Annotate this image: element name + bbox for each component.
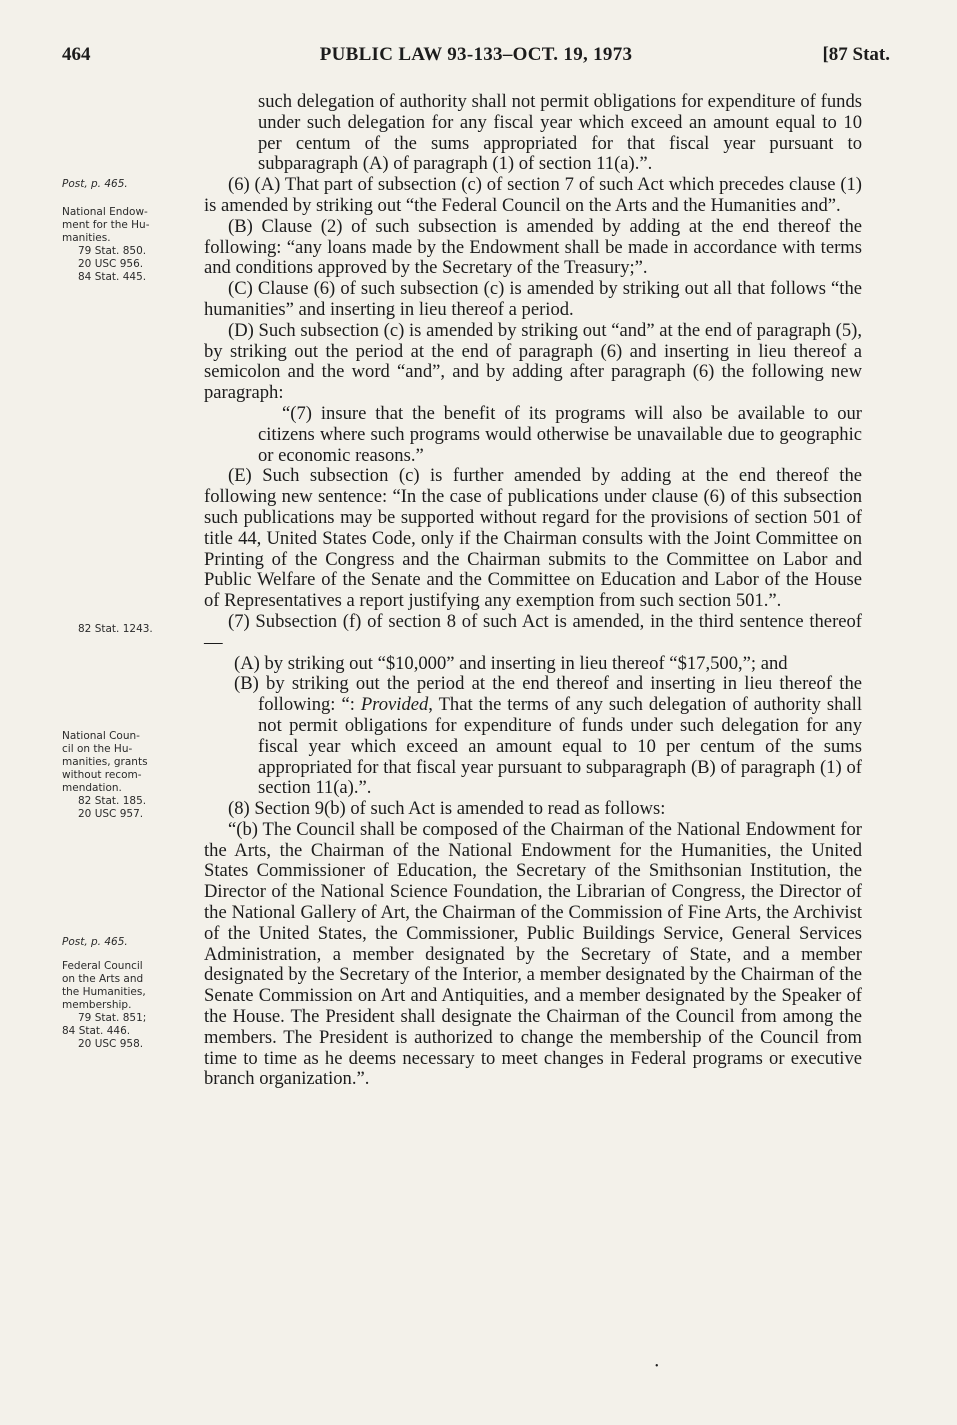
paragraph-6b: (B) Clause (2) of such subsection is amended by adding at the end thereof the following: “any loans made by the Endowment shall be made in accordance with terms and conditions approved by the Secretary of the Treasury;”. (204, 215, 862, 279)
paragraph-continuation: such delegation of authority shall not permit obligations for expenditure of funds under such delegation for any fiscal year which exceed an amount equal to 10 per centum of the sums appropriated for that fiscal year pursuant to subparagraph (A) of paragraph (1) of section 11(a).”. (258, 91, 862, 175)
margin-line: 79 Stat. 850. (78, 245, 147, 257)
paragraph-8b-council: “(b) The Council shall be composed of the Chairman of the National Endowment for the Arts, the Chairman of the National Endowment for the Humanities, the United States Commissioner of Education, the Secretary of the Smithsonian Institution, the Director of the National Science Foundation, the Librarian of Congress, the Director of the National Gallery of Art, the Chairman of the Commission of Fine Arts, the Archivist of the United States, the Commissioner, Public Buildings Service, General Services Administration, a member designated by the Secretary of State, and a member designated by the Secretary of the Interior, a member designated by the Chairman of the Senate Commission on Art and Antiquities, and a member designated by the Speaker of the House. The President shall designate the Chairman of the Council from among the members. The President is authorized to change the membership of the Council from time to time as he deems necessary to meet changes in Federal programs or executive branch organization.”. (204, 818, 862, 1090)
body-text (204, 92, 862, 1090)
paragraph-7b (204, 674, 862, 799)
paragraph-7b-lead: (B) by striking out the period at the end thereof and inserting in lieu thereof the following: “: (234, 673, 862, 716)
margin-note-federal-council-membership (62, 960, 192, 1051)
paragraph-6e: (E) Such subsection (c) is further amended by adding at the end thereof the following new sentence: “In the case of publications under clause (6) of this subsection such publications may be supported without regard for the provisions of section 501 of title 44, United States Code, only if the Chairman consults with the Joint Committee on Printing of the Congress and the Chairman submits to the Committee on Labor and Public Welfare of the Senate and the Committee on Education and Labor of the House of Representatives a report justifying any exemption from such section 501.”. (204, 465, 862, 612)
margin-line: Post, p. 465. (62, 936, 128, 948)
margin-note-82-stat-1243 (62, 623, 192, 636)
margin-line: Federal Council (62, 960, 143, 972)
margin-note-post-465-b (62, 936, 192, 949)
margin-line: Post, p. 465. (62, 178, 128, 190)
running-title: PUBLIC LAW 93-133–OCT. 19, 1973 (319, 44, 633, 65)
bottom-mark: • (655, 1361, 659, 1372)
paragraph-7b-rest: , That the terms of any such delegation of authority shall not permit obligations for expenditure of funds under such delegation for any fiscal year which exceed an amount equal to 10 per centum of the sums appropriated for that fiscal year pursuant to subparagraph (B) of paragraph (1) of section 11(a).”. (258, 694, 862, 799)
page-header (62, 44, 890, 74)
margin-line: 20 USC 957. (78, 808, 144, 820)
margin-line: 20 USC 956. (78, 258, 144, 270)
margin-line: mendation. (62, 782, 122, 794)
margin-line: 82 Stat. 1243. (78, 623, 153, 635)
margin-line: cil on the Hu- (62, 743, 133, 755)
margin-line: on the Arts and (62, 973, 144, 985)
margin-line: manities. (62, 232, 111, 244)
margin-note-post-465-a (62, 178, 192, 191)
paragraph-7: (7) Subsection (f) of section 8 of such Act is amended, in the third sentence thereof— (204, 610, 862, 653)
paragraph-8: (8) Section 9(b) of such Act is amended to read as follows: (228, 798, 666, 820)
statute-volume: [87 Stat. (822, 44, 890, 65)
margin-line: membership. (62, 999, 132, 1011)
paragraph-6c: (C) Clause (6) of such subsection (c) is amended by striking out all that follows “the humanities” and inserting in lieu thereof a period. (204, 278, 862, 320)
paragraph-6a: (6) (A) That part of subsection (c) of section 7 of such Act which precedes clause (1) is amended by striking out “the Federal Council on the Arts and the Humanities and”. (204, 174, 862, 216)
margin-line: without recom- (62, 769, 142, 781)
margin-line: 82 Stat. 185. (78, 795, 147, 807)
margin-note-national-endowment-humanities (62, 206, 192, 284)
margin-line: 20 USC 958. (78, 1038, 144, 1050)
margin-line: 84 Stat. 445. (78, 271, 147, 283)
margin-line: National Coun- (62, 730, 140, 742)
margin-note-national-council-humanities (62, 730, 192, 821)
paragraph-quoted-7: “(7) insure that the benefit of its programs will also be available to our citizens where such programs would otherwise be unavailable due to geographic or economic reasons.” (258, 402, 862, 466)
paragraph-7a: (A) by striking out “$10,000” and inserting in lieu thereof “$17,500,”; and (234, 652, 788, 674)
margin-line: ment for the Hu- (62, 219, 150, 231)
margin-line: National Endow- (62, 206, 148, 218)
proviso-word: Provided (360, 694, 429, 716)
paragraph-6d: (D) Such subsection (c) is amended by striking out “and” at the end of paragraph (5), by striking out the period at the end of paragraph (6) and inserting in lieu thereof a semicolon and the word “and”, and by adding after paragraph (6) the following new paragraph: (204, 319, 862, 404)
margin-line: 79 Stat. 851; (78, 1012, 147, 1024)
page-number: 464 (62, 44, 91, 65)
margin-line: the Humanities, (62, 986, 146, 998)
margin-line: 84 Stat. 446. (62, 1025, 131, 1037)
margin-line: manities, grants (62, 756, 148, 768)
